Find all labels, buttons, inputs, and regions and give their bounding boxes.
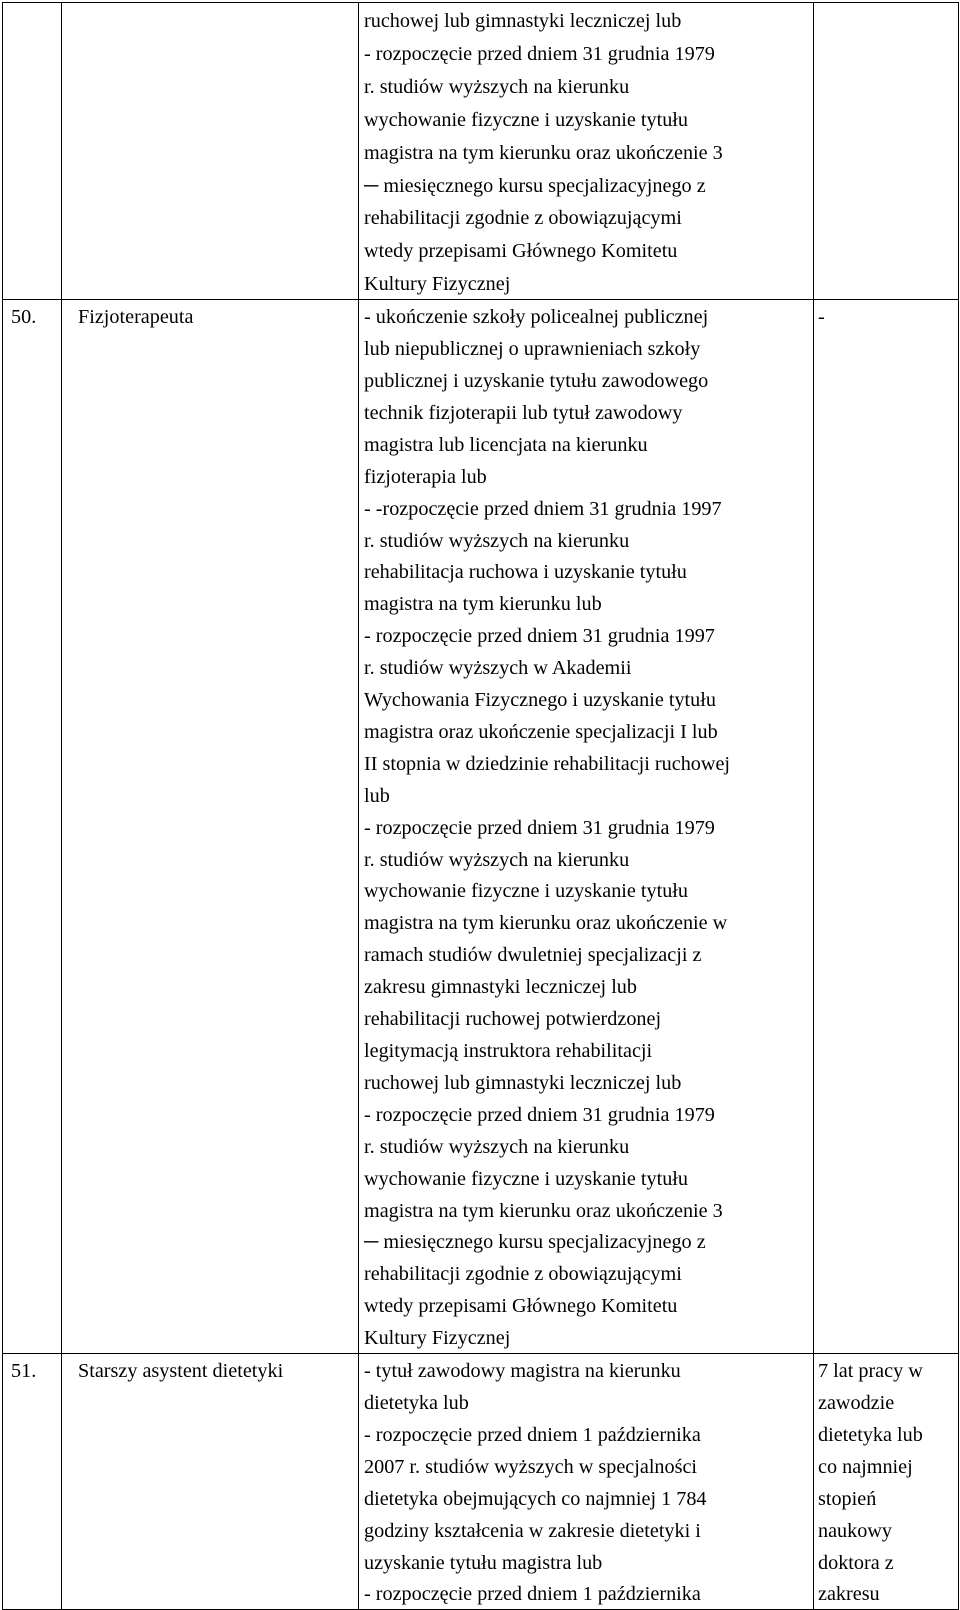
requirement-line: - rozpoczęcie przed dniem 1 października [364,1423,701,1446]
requirement-line: - rozpoczęcie przed dniem 31 grudnia 1979 [364,1103,715,1126]
requirement-line: magistra lub licencjata na kierunku [364,433,648,456]
requirement-line: 2007 r. studiów wyższych w specjalności [364,1455,698,1478]
requirement-line: wtedy przepisami Głównego Komitetu [364,1295,678,1318]
requirement-line: ─ miesięcznego kursu specjalizacyjnego z [364,174,706,197]
requirement-line: fizjoterapia lub [364,465,487,488]
requirement-line: wychowanie fizyczne i uzyskanie tytułu [364,1167,689,1190]
position-cell [62,1354,359,1610]
requirement-line: godziny kształcenia w zakresie dietetyki i [364,1519,701,1542]
experience-line: naukowy [818,1519,893,1542]
experience-line: zawodzie [818,1391,895,1414]
experience-cell [814,3,959,300]
requirement-line: rehabilitacja ruchowa i uzyskanie tytułu [364,561,687,584]
experience-line: co najmniej [818,1455,913,1478]
requirement-line: dietetyka lub [364,1391,469,1414]
requirement-line: Kultury Fizycznej [364,273,511,296]
position-cell [62,300,359,1354]
experience-cell [814,1354,959,1610]
requirement-line: - rozpoczęcie przed dniem 31 grudnia 1997 [364,625,715,648]
experience-line: 7 lat pracy w [818,1360,923,1383]
requirement-line: magistra oraz ukończenie specjalizacji I lub [364,720,718,743]
requirement-line: r. studiów wyższych na kierunku [364,75,630,98]
requirement-line: ruchowej lub gimnastyki leczniczej lub [364,1071,682,1094]
experience-line: doktora z [818,1551,894,1574]
requirement-line: rehabilitacji zgodnie z obowiązującymi [364,207,682,230]
requirement-line: magistra na tym kierunku lub [364,593,602,616]
position-cell [62,3,359,300]
requirement-line: Wychowania Fizycznego i uzyskanie tytułu [364,689,716,712]
requirement-line: magistra na tym kierunku oraz ukończenie w [364,912,728,935]
requirement-line: magistra na tym kierunku oraz ukończenie 3 [364,1199,723,1222]
requirement-line: technik fizjoterapii lub tytuł zawodowy [364,401,683,424]
requirement-line: wychowanie fizyczne i uzyskanie tytułu [364,108,689,131]
requirements-cell [359,3,814,300]
experience-line: zakresu [818,1583,880,1606]
experience-line: stopień [818,1487,877,1510]
requirement-line: - ukończenie szkoły policealnej publicznej [364,306,709,329]
requirement-line: wtedy przepisami Głównego Komitetu [364,240,678,263]
requirement-line: rehabilitacji ruchowej potwierdzonej [364,1008,662,1031]
requirement-line: ramach studiów dwuletniej specjalizacji z [364,944,702,967]
requirement-line: dietetyka obejmujących co najmniej 1 784 [364,1487,707,1510]
row-number-cell [3,300,62,1354]
row-number [3,3,61,7]
experience-line: - [818,306,825,329]
experience-line: dietetyka lub [818,1423,923,1446]
requirement-line: r. studiów wyższych na kierunku [364,529,630,552]
qualifications-table [2,2,959,1610]
requirement-line: - rozpoczęcie przed dniem 31 grudnia 1979 [364,42,715,65]
requirement-line: r. studiów wyższych na kierunku [364,848,630,871]
requirements-cell [359,300,814,1354]
requirement-line: zakresu gimnastyki leczniczej lub [364,976,637,999]
position-title: Starszy asystent dietetyki [78,1360,284,1383]
requirements-cell [359,1354,814,1610]
position-title [62,3,358,7]
requirement-line: - rozpoczęcie przed dniem 1 października [364,1583,701,1606]
requirement-line: magistra na tym kierunku oraz ukończenie 3 [364,141,723,164]
requirement-line: ─ miesięcznego kursu specjalizacyjnego z [364,1231,706,1254]
requirement-line: lub niepublicznej o uprawnieniach szkoły [364,338,701,361]
requirement-line: - tytuł zawodowy magistra na kierunku [364,1360,681,1383]
experience-cell [814,300,959,1354]
requirement-line: rehabilitacji zgodnie z obowiązującymi [364,1263,682,1286]
row-number: 51. [11,1360,37,1383]
requirement-line: II stopnia w dziedzinie rehabilitacji ruchowej [364,752,731,775]
requirement-line: wychowanie fizyczne i uzyskanie tytułu [364,880,689,903]
requirement-line: ruchowej lub gimnastyki leczniczej lub [364,10,682,32]
row-number-cell [3,1354,62,1610]
requirement-line: r. studiów wyższych na kierunku [364,1135,630,1158]
position-title: Fizjoterapeuta [78,306,194,329]
requirement-line: publicznej i uzyskanie tytułu zawodowego [364,369,709,392]
requirement-line: lub [364,784,390,807]
requirement-line: legitymacją instruktora rehabilitacji [364,1040,653,1062]
table-row [3,1354,959,1610]
table-row [3,300,959,1354]
requirement-line: uzyskanie tytułu magistra lub [364,1551,603,1574]
requirement-line: - -rozpoczęcie przed dniem 31 grudnia 1997 [364,497,722,520]
table-row [3,3,959,300]
requirement-line: Kultury Fizycznej [364,1327,511,1350]
table-body [3,3,959,1610]
row-number: 50. [11,306,37,329]
requirement-line: r. studiów wyższych w Akademii [364,657,632,680]
row-number-cell [3,3,62,300]
requirement-line: - rozpoczęcie przed dniem 31 grudnia 1979 [364,816,715,839]
